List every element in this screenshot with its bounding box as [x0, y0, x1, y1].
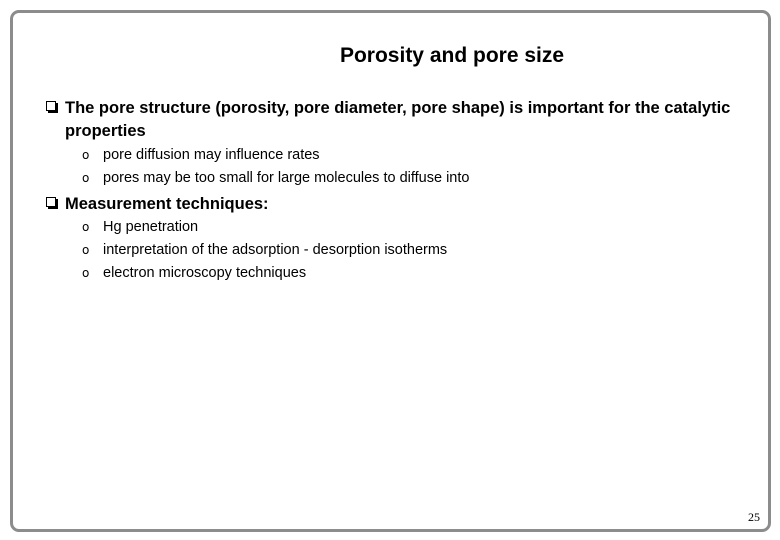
ring-bullet-icon: o [82, 266, 90, 280]
bullet-item [46, 97, 746, 143]
square-bullet-icon [46, 197, 56, 207]
ring-bullet-icon: o [82, 148, 90, 162]
sub-bullet-text: pores may be too small for large molecules to diffuse into [103, 170, 470, 186]
page-number: 25 [748, 510, 760, 524]
sub-bullet-text: electron microscopy techniques [103, 265, 307, 281]
bullet-item [46, 193, 746, 216]
sub-bullet-item [82, 216, 722, 239]
slide-title: Porosity and pore size [339, 44, 565, 67]
bullet-text: The pore structure (porosity, pore diameter, pore shape) is important for the catalytic properties [65, 99, 731, 140]
sub-bullet-item [82, 262, 722, 285]
square-bullet-icon [46, 101, 56, 111]
bullet-text: Measurement techniques: [65, 195, 269, 213]
sub-bullet-text: interpretation of the adsorption - desorption isotherms [103, 242, 448, 258]
sub-bullet-item [82, 239, 722, 262]
sub-bullet-text: Hg penetration [103, 219, 199, 235]
sub-bullet-text: pore diffusion may influence rates [103, 147, 320, 163]
ring-bullet-icon: o [82, 220, 90, 234]
ring-bullet-icon: o [82, 171, 90, 185]
ring-bullet-icon: o [82, 243, 90, 257]
sub-bullet-item [82, 144, 722, 167]
sub-bullet-item [82, 167, 722, 190]
